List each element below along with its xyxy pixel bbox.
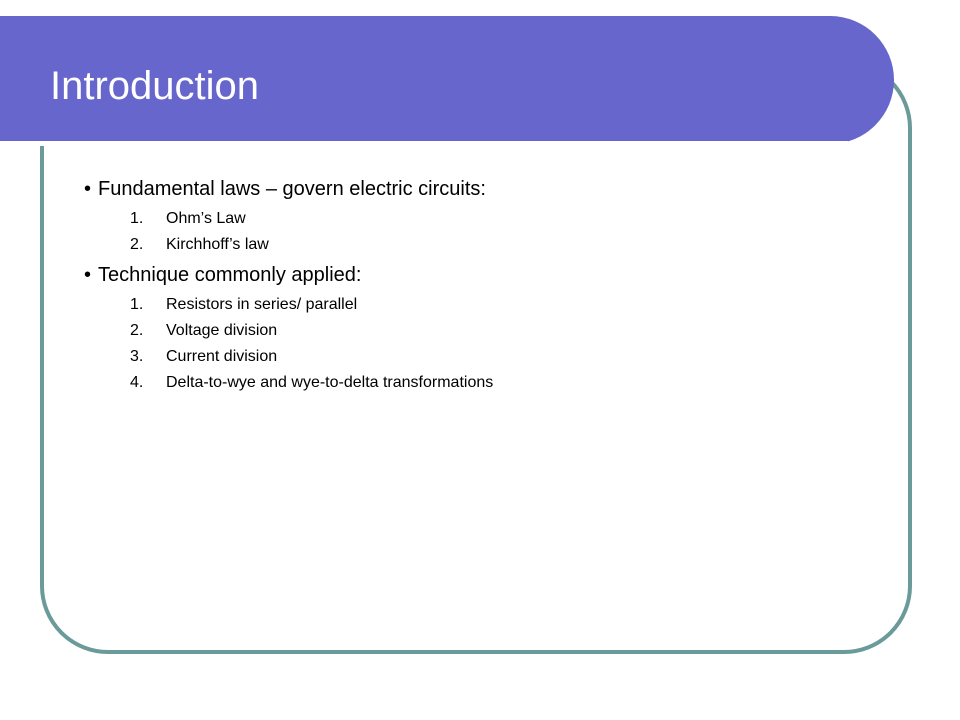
list-text: Kirchhoff’s law — [166, 236, 269, 253]
list-text: Current division — [166, 348, 278, 365]
list-number: 2. — [130, 322, 144, 339]
bullet-text: Fundamental laws – govern electric circuits: — [98, 178, 486, 200]
list-item — [84, 232, 884, 258]
numbered-list — [84, 206, 884, 258]
list-item — [84, 206, 884, 232]
list-text: Resistors in series/ parallel — [166, 296, 358, 313]
list-number: 3. — [130, 348, 144, 365]
list-number: 1. — [130, 296, 144, 313]
bullet-item — [84, 260, 884, 290]
bullet-text: Technique commonly applied: — [98, 264, 362, 286]
list-text: Ohm’s Law — [166, 210, 246, 227]
list-number: 2. — [130, 236, 144, 253]
list-text: Delta-to-wye and wye-to-delta transformations — [166, 374, 494, 391]
title-bar — [0, 16, 894, 144]
list-text: Voltage division — [166, 322, 278, 339]
bullet-dot: • — [84, 178, 92, 200]
slide-title: Introduction — [50, 64, 260, 108]
list-item — [84, 318, 884, 344]
bullet-dot: • — [84, 264, 92, 286]
bullet-item — [84, 174, 884, 204]
slide-content — [84, 174, 884, 398]
list-item — [84, 370, 884, 396]
title-underline — [0, 141, 848, 146]
list-item — [84, 292, 884, 318]
list-number: 4. — [130, 374, 144, 391]
list-number: 1. — [130, 210, 144, 227]
list-item — [84, 344, 884, 370]
numbered-list — [84, 292, 884, 396]
